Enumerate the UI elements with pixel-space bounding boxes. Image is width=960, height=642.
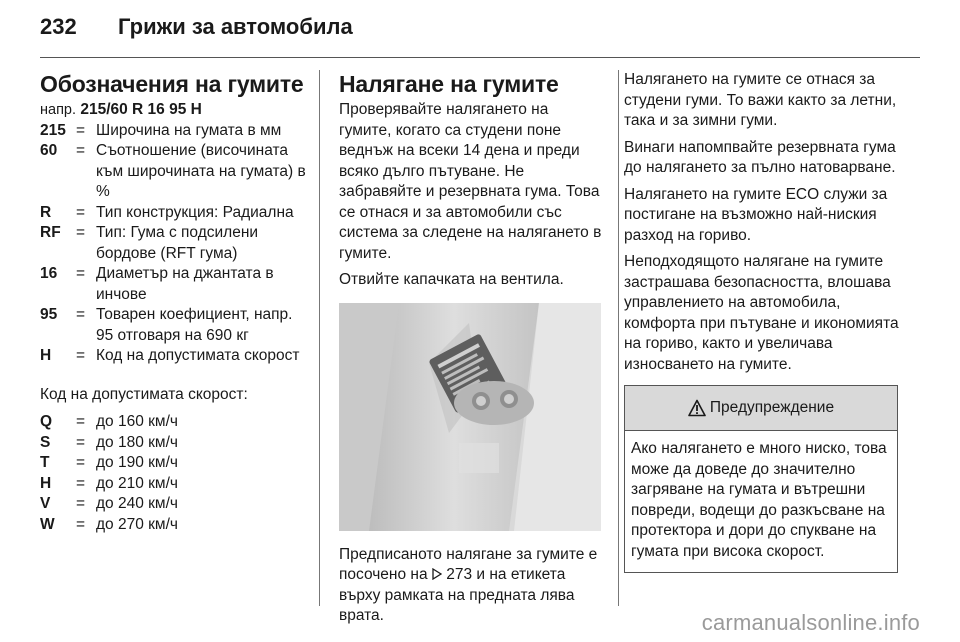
definition-row (40, 305, 308, 346)
example-prefix: напр. (40, 102, 77, 118)
speed-code-term: W (40, 515, 55, 533)
page-header (40, 14, 353, 48)
column-pressure-notes (624, 70, 900, 573)
definition-row (40, 121, 308, 142)
definition-term: R (40, 203, 52, 221)
warning-box (624, 385, 898, 573)
header-divider (40, 57, 920, 58)
paragraph-spare-tire: Винаги напомпвайте резервната гума до налягането за пълно натоварване. (624, 138, 896, 176)
definition-row (40, 141, 308, 203)
speed-code-equals: = (76, 495, 86, 512)
column-tire-markings (40, 70, 308, 535)
definition-row (40, 203, 308, 224)
speed-code-row (40, 453, 308, 474)
column-tire-pressure (339, 70, 605, 627)
speed-code-value: до 270 км/ч (96, 515, 178, 533)
speed-code-term: S (40, 433, 51, 451)
page-reference-arrow-icon (432, 568, 442, 580)
column-divider-2 (618, 70, 619, 606)
speed-code-term: Q (40, 413, 53, 430)
example-code: 215/60 R 16 95 H (80, 101, 202, 118)
paragraph-cold-tires: Налягането на гумите се отнася за студени гуми. То важи както за летни, така и за зимни гуми. (624, 71, 897, 129)
definition-description: Тип конструкция: Радиална (96, 203, 294, 221)
speed-code-equals: = (76, 413, 86, 430)
definition-term: 95 (40, 306, 58, 323)
definition-description: Диаметър на джантата в инчове (96, 265, 274, 303)
speed-code-row (40, 433, 308, 454)
definition-description: Съотношение (височината към широчината на гумата) в % (96, 142, 306, 200)
speed-code-value: до 210 км/ч (96, 474, 178, 492)
speed-code-value: до 160 км/ч (96, 413, 178, 430)
definitions-list (40, 121, 308, 367)
speed-code-equals: = (76, 454, 86, 471)
warning-triangle-icon (688, 399, 706, 417)
paragraph-eco-pressure: Налягането на гумите ECO служи за постигане на възможно най-ниския разход на гориво. (624, 185, 888, 244)
speed-codes-intro: Код на допустимата скорост: (40, 385, 248, 403)
definition-term: 16 (40, 265, 58, 282)
warning-header (625, 386, 897, 431)
definition-term: RF (40, 224, 61, 241)
warning-text: Ако налягането е много ниско, това може да доведе до значително загряване на гумата и вътрешни повреди, водещи до разкъсване на протектора и дори до спукване на гумата при висока скорост. (631, 440, 887, 560)
definition-equals: = (76, 306, 86, 323)
speed-code-row (40, 494, 308, 515)
paragraph-prescribed-pressure: Предписаното налягане за гумите е посочено на 273 и на етикета върху рамката на предната лява врата. (339, 545, 598, 624)
paragraph-incorrect-pressure: Неподходящото налягане на гумите застрашава безопасността, влошава управлението на автомобила, комфорта при пътуване и икономията на гориво, както и увеличава износването на гумите. (624, 253, 899, 373)
speed-codes-list (40, 412, 308, 535)
definition-description: Код на допустимата скорост (96, 347, 300, 364)
definition-row (40, 223, 308, 264)
speed-code-row (40, 515, 308, 536)
speed-code-equals: = (76, 474, 86, 492)
definition-term: 215 (40, 121, 66, 139)
speed-code-term: T (40, 454, 50, 471)
definition-description: Широчина на гумата в мм (96, 121, 282, 139)
warning-title: Предупреждение (709, 399, 835, 416)
speed-code-value: до 190 км/ч (96, 454, 178, 471)
definition-row (40, 264, 308, 305)
definition-equals: = (76, 265, 86, 282)
definition-description: Тип: Гума с подсилени бордове (RFT гума) (96, 224, 259, 262)
definition-term: 60 (40, 142, 58, 159)
definition-equals: = (76, 142, 86, 159)
speed-code-value: до 180 км/ч (96, 433, 178, 451)
page-reference-number: 273 (446, 566, 473, 583)
speed-code-equals: = (76, 515, 86, 533)
definition-row (40, 346, 308, 367)
paragraph-check-pressure: Проверявайте налягането на гумите, когато са студени поне веднъж на всеки 14 дена и преди всяко дълго пътуване. Не забравяйте и резервната гума. Това се отнася и за автомобили със система за следене на налягането в гумите. (339, 101, 602, 262)
warning-body (625, 431, 897, 572)
definition-description: Товарен коефициент, напр. 95 отговаря на 690 кг (96, 306, 293, 344)
speed-code-term: V (40, 495, 51, 512)
heading-tire-markings: Обозначения на гумите (40, 71, 304, 97)
speed-code-row (40, 474, 308, 495)
speed-code-equals: = (76, 433, 86, 451)
example-line (40, 100, 308, 121)
definition-term: H (40, 347, 52, 364)
watermark: carmanualsonline.info (701, 610, 920, 635)
speed-code-row (40, 412, 308, 433)
section-title: Грижи за автомобила (118, 14, 353, 39)
heading-tire-pressure: Налягане на гумите (339, 71, 559, 97)
definition-equals: = (76, 224, 86, 241)
definition-equals: = (76, 121, 86, 139)
paragraph-unscrew-cap: Отвийте капачката на вентила. (339, 271, 564, 288)
door-frame-label-photo (339, 303, 601, 531)
speed-code-value: до 240 км/ч (96, 495, 178, 512)
page-number: 232 (40, 14, 77, 39)
definition-equals: = (76, 203, 86, 221)
speed-code-term: H (40, 474, 52, 492)
door-frame-illustration (339, 303, 601, 531)
definition-equals: = (76, 347, 86, 364)
column-divider-1 (319, 70, 320, 606)
